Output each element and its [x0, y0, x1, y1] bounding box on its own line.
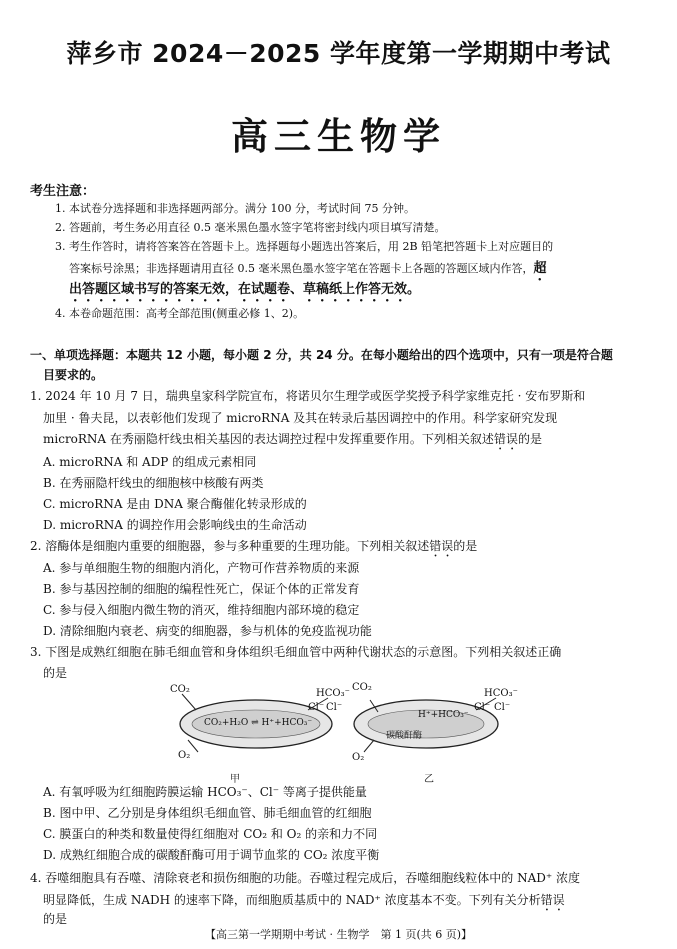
yi-cl-label: Cl⁻	[474, 702, 491, 713]
q2-option-d: D. 清除细胞内衰老、病变的细胞器，参与机体的免疫监视功能	[43, 624, 372, 638]
q2-emphasis-wrong: 错误	[429, 539, 454, 553]
q4-emphasis-wrong: 错误	[540, 893, 565, 907]
yi-hco3-label: HCO₃⁻	[484, 688, 518, 699]
q3-option-d: D. 成熟红细胞合成的碳酸酐酶可用于调节血浆的 CO₂ 浓度平衡	[43, 848, 380, 862]
q1-stem-line3	[43, 429, 542, 453]
q3-option-c: C. 膜蛋白的种类和数量使得红细胞对 CO₂ 和 O₂ 的亲和力不同	[43, 827, 378, 841]
section-1-heading-line2: 目要求的。	[43, 368, 104, 382]
q1-option-a: A. microRNA 和 ADP 的组成元素相同	[43, 455, 257, 469]
jia-cl-label-2: Cl⁻	[326, 702, 343, 713]
q2-option-a: A. 参与单细胞生物的细胞内消化，产物可作营养物质的来源	[43, 561, 360, 575]
notice-item-3-line2-text: 答案标号涂黑；非选择题请用直径 0.5 毫米黑色墨水签字笔在答题卡上各题的答题区域内作答，	[69, 262, 534, 275]
q1-stem-line2: 加里 · 鲁夫昆，以表彰他们发现了 microRNA 及其在转录后基因调控中的作用。科学家研究发现	[43, 411, 558, 425]
q2-option-b: B. 参与基因控制的细胞的编程性死亡，保证个体的正常发育	[43, 582, 360, 596]
q1-stem-line3-end: 的是	[517, 432, 542, 446]
q1-stem-line3-text: microRNA 在秀丽隐杆线虫相关基因的表达调控过程中发挥重要作用。下列相关叙述	[43, 432, 494, 446]
notice-item-3-line1: 3. 考生作答时，请将答案答在答题卡上。选择题每小题选出答案后，用 2B 铅笔把答题卡上对应题目的	[55, 240, 554, 253]
yi-enzyme-label: 碳酸酐酶	[386, 731, 423, 741]
jia-o2-label: O₂	[178, 750, 191, 761]
q3-option-b: B. 图中甲、乙分别是身体组织毛细血管、肺毛细血管的红细胞	[43, 806, 372, 820]
notice-emphasis-start: 超	[533, 261, 547, 276]
yi-equation: H⁺+HCO₃⁻	[418, 710, 469, 720]
q4-stem-line2-text: 明显降低，生成 NADH 的速率下降，而细胞质基质中的 NAD⁺ 浓度基本不变。下列有关分析	[43, 893, 541, 907]
jia-hco3-label: HCO₃⁻	[316, 688, 350, 699]
q4-stem-line3: 的是	[43, 912, 68, 926]
jia-cl-label: Cl⁻	[308, 702, 325, 713]
q3-stem-line2: 的是	[43, 666, 68, 680]
q2-stem	[30, 536, 477, 560]
subject-title: 高三生物学	[231, 115, 446, 158]
q3-option-a: A. 有氧呼吸为红细胞跨膜运输 HCO₃⁻、Cl⁻ 等离子提供能量	[43, 785, 367, 799]
page-footer: 【高三第一学期期中考试 · 生物学 第 1 页(共 6 页)】	[204, 928, 473, 941]
jia-co2-label: CO₂	[170, 684, 190, 695]
notice-item-1: 1. 本试卷分选择题和非选择题两部分。满分 100 分，考试时间 75 分钟。	[55, 202, 415, 215]
q1-stem-line1: 1. 2024 年 10 月 7 日，瑞典皇家科学院宣布，将诺贝尔生理学或医学奖授予科学家维克托 · 安布罗斯和	[30, 389, 586, 403]
notice-item-4: 4. 本卷命题范围：高考全部范围(侧重必修 1、2)。	[55, 307, 305, 320]
q1-option-b: B. 在秀丽隐杆线虫的细胞核中核酸有两类	[43, 476, 264, 490]
figure-cell-yi	[348, 680, 528, 768]
figure-cell-jia	[168, 680, 348, 768]
notice-title: 考生注意：	[30, 184, 96, 199]
figure-caption-jia: 甲	[230, 774, 240, 785]
jia-equation: CO₂+H₂O ⇌ H⁺+HCO₃⁻	[204, 718, 313, 728]
q2-stem-text: 2. 溶酶体是细胞内重要的细胞器，参与多种重要的生理功能。下列相关叙述	[30, 539, 430, 553]
notice-item-3-line3: 出答题区域书写的答案无效，在试题卷、草稿纸上作答无效。	[69, 282, 421, 297]
yi-co2-label: CO₂	[352, 682, 372, 693]
q1-option-d: D. microRNA 的调控作用会影响线虫的生命活动	[43, 518, 307, 532]
yi-o2-label: O₂	[352, 752, 365, 763]
q2-stem-end: 的是	[453, 539, 478, 553]
q3-stem-line1: 3. 下图是成熟红细胞在肺毛细血管和身体组织毛细血管中两种代谢状态的示意图。下列相关叙述正确	[30, 645, 562, 659]
q4-stem-line1: 4. 吞噬细胞具有吞噬、清除衰老和损伤细胞的功能。吞噬过程完成后，吞噬细胞线粒体中的 NAD⁺ 浓度	[30, 871, 581, 885]
yi-cl-label-2: Cl⁻	[494, 702, 511, 713]
section-1-heading-line1: 一、单项选择题：本题共 12 小题，每小题 2 分，共 24 分。在每小题给出的四个选项中，只有一项是符合题	[30, 348, 613, 362]
q4-stem-line2	[43, 890, 565, 914]
q1-option-c: C. microRNA 是由 DNA 聚合酶催化转录形成的	[43, 497, 307, 511]
figure-caption-yi: 乙	[424, 774, 434, 785]
q2-option-c: C. 参与侵入细胞内微生物的消灭，维持细胞内部环境的稳定	[43, 603, 360, 617]
notice-item-2: 2. 答题前，考生务必用直径 0.5 毫米黑色墨水签字笔将密封线内项目填写清楚。	[55, 221, 446, 234]
q1-emphasis-wrong: 错误	[493, 432, 518, 446]
exam-header-title: 萍乡市 2024－2025 学年度第一学期期中考试	[66, 39, 611, 68]
